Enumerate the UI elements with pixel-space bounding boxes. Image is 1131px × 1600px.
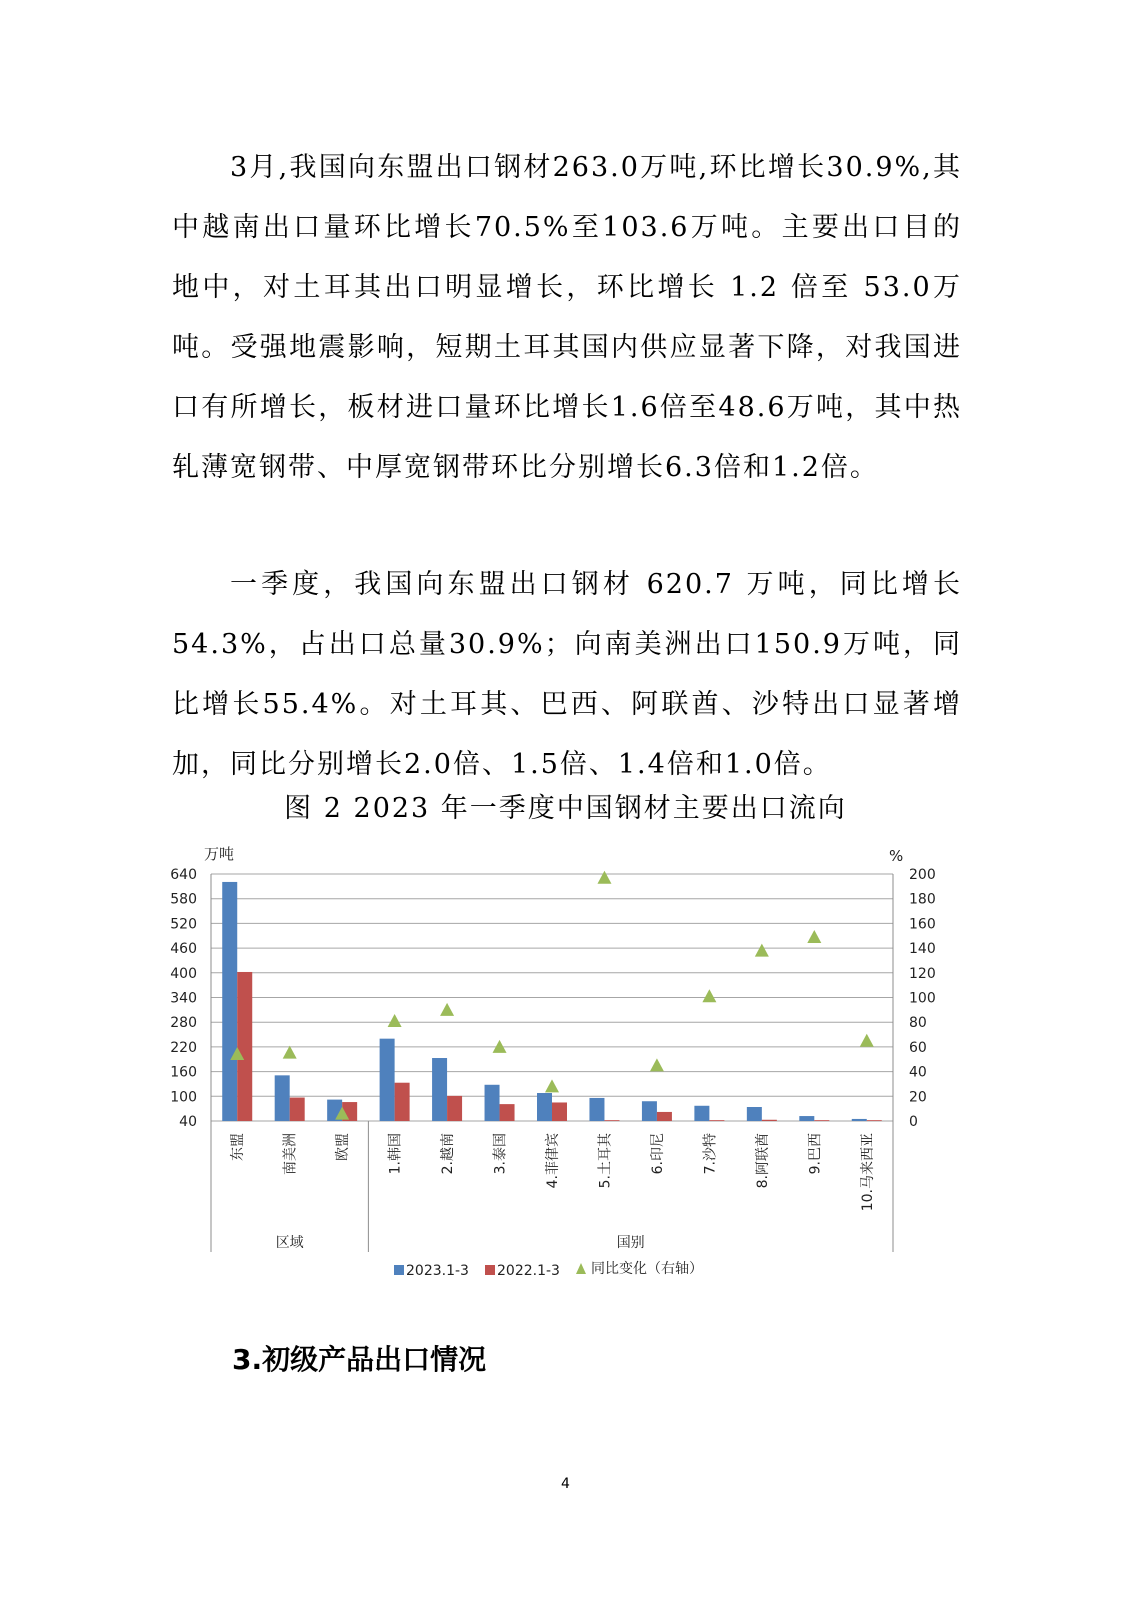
category-label: 4.菲律宾 — [545, 1133, 561, 1189]
export-flow-chart — [150, 840, 936, 1300]
category-label: 东盟 — [230, 1133, 247, 1161]
bar-2022 — [867, 1120, 882, 1121]
right-tick-label: 100 — [909, 990, 936, 1007]
group-label: 区域 — [275, 1235, 304, 1251]
legend-swatch-2022 — [485, 1265, 495, 1275]
right-axis-unit: % — [889, 847, 904, 865]
bar-2022 — [500, 1104, 515, 1121]
category-label: 1.韩国 — [387, 1133, 404, 1175]
right-tick-label: 0 — [909, 1114, 918, 1130]
category-label: 欧盟 — [335, 1133, 352, 1161]
legend-swatch-2023 — [394, 1265, 404, 1275]
paragraph-2: 一季度，我国向东盟出口钢材 620.7 万吨，同比增长54.3%，占出口总量30.9%；向南美洲出口150.9万吨，同比增长55.4%。对土耳其、巴西、阿联酋、沙特出口显著增加，同比分别增长2.0倍、1.5倍、1.4倍和1.0倍。 — [172, 569, 962, 780]
bar-2023 — [799, 1116, 814, 1121]
left-tick-label: 520 — [170, 916, 197, 933]
bar-2023 — [275, 1075, 290, 1121]
page-number: 4 — [561, 1476, 570, 1492]
bar-2023 — [694, 1106, 709, 1121]
right-tick-label: 120 — [909, 965, 936, 982]
category-label: 7.沙特 — [702, 1133, 719, 1175]
bar-2022 — [709, 1120, 724, 1121]
bar-2022 — [814, 1120, 829, 1121]
category-label: 6.印尼 — [649, 1133, 666, 1175]
yoy-marker — [860, 1034, 874, 1047]
yoy-marker — [388, 1014, 402, 1027]
category-label: 8.阿联酋 — [754, 1133, 771, 1189]
category-label: 5.土耳其 — [597, 1133, 614, 1189]
right-tick-label: 160 — [909, 916, 936, 933]
bar-2022 — [447, 1096, 462, 1121]
bar-2023 — [747, 1107, 762, 1121]
bar-2022 — [762, 1120, 777, 1121]
bar-2023 — [222, 882, 237, 1121]
bar-2023 — [852, 1119, 867, 1121]
category-label: 10.马来西亚 — [859, 1133, 876, 1212]
right-tick-label: 60 — [909, 1039, 927, 1056]
left-tick-label: 340 — [170, 990, 197, 1007]
left-tick-label: 640 — [170, 867, 197, 883]
left-tick-label: 100 — [170, 1089, 197, 1106]
right-tick-label: 20 — [909, 1089, 927, 1106]
right-tick-label: 40 — [909, 1064, 927, 1081]
bar-2022 — [237, 972, 252, 1121]
bar-2022 — [604, 1120, 619, 1121]
left-tick-label: 580 — [170, 891, 197, 908]
bar-2023 — [432, 1058, 447, 1121]
yoy-marker — [755, 944, 769, 957]
section-heading: 3.初级产品出口情况 — [232, 1343, 487, 1376]
yoy-marker — [440, 1003, 454, 1016]
yoy-marker — [650, 1058, 664, 1071]
bar-2023 — [642, 1101, 657, 1121]
yoy-marker — [807, 930, 821, 943]
bar-2022 — [290, 1098, 305, 1121]
legend-marker-yoy — [576, 1263, 586, 1274]
legend-label-2022: 2022.1-3 — [497, 1263, 560, 1279]
bar-2023 — [537, 1093, 552, 1121]
right-tick-label: 200 — [909, 867, 936, 883]
left-tick-label: 220 — [170, 1039, 197, 1056]
left-tick-label: 280 — [170, 1015, 197, 1032]
left-tick-label: 40 — [179, 1114, 197, 1130]
figure-title: 图 2 2023 年一季度中国钢材主要出口流向 — [284, 793, 847, 824]
category-label: 2.越南 — [440, 1133, 457, 1175]
yoy-marker — [283, 1046, 297, 1059]
right-tick-label: 180 — [909, 891, 936, 908]
yoy-marker — [545, 1079, 559, 1092]
paragraph-1: 3月,我国向东盟出口钢材263.0万吨,环比增长30.9%,其中越南出口量环比增长70.5%至103.6万吨。主要出口目的地中，对土耳其出口明显增长，环比增长 1.2 倍至 53.0万吨。受强地震影响，短期土耳其国内供应显著下降，对我国进口有所增长，板材进口量环比增长1.6倍至48.6万吨，其中热轧薄宽钢带、中厚宽钢带环比分别增长6.3倍和1.2倍。 — [172, 152, 962, 483]
group-label: 国别 — [616, 1235, 645, 1251]
legend-label-yoy: 同比变化（右轴） — [591, 1261, 703, 1277]
bar-2022 — [657, 1112, 672, 1121]
bar-2022 — [552, 1102, 567, 1121]
right-tick-label: 140 — [909, 941, 936, 958]
yoy-marker — [597, 871, 611, 884]
left-tick-label: 460 — [170, 941, 197, 958]
category-label: 南美洲 — [282, 1133, 299, 1175]
bar-2023 — [485, 1085, 500, 1121]
legend-label-2023: 2023.1-3 — [406, 1263, 469, 1279]
yoy-marker — [702, 989, 716, 1002]
category-label: 3.泰国 — [492, 1133, 509, 1175]
category-label: 9.巴西 — [807, 1133, 824, 1175]
left-tick-label: 400 — [170, 965, 197, 982]
right-tick-label: 80 — [909, 1015, 927, 1032]
left-axis-unit: 万吨 — [204, 845, 235, 863]
bar-2022 — [395, 1083, 410, 1121]
bar-2023 — [380, 1039, 395, 1121]
left-tick-label: 160 — [170, 1064, 197, 1081]
bar-2023 — [589, 1098, 604, 1121]
